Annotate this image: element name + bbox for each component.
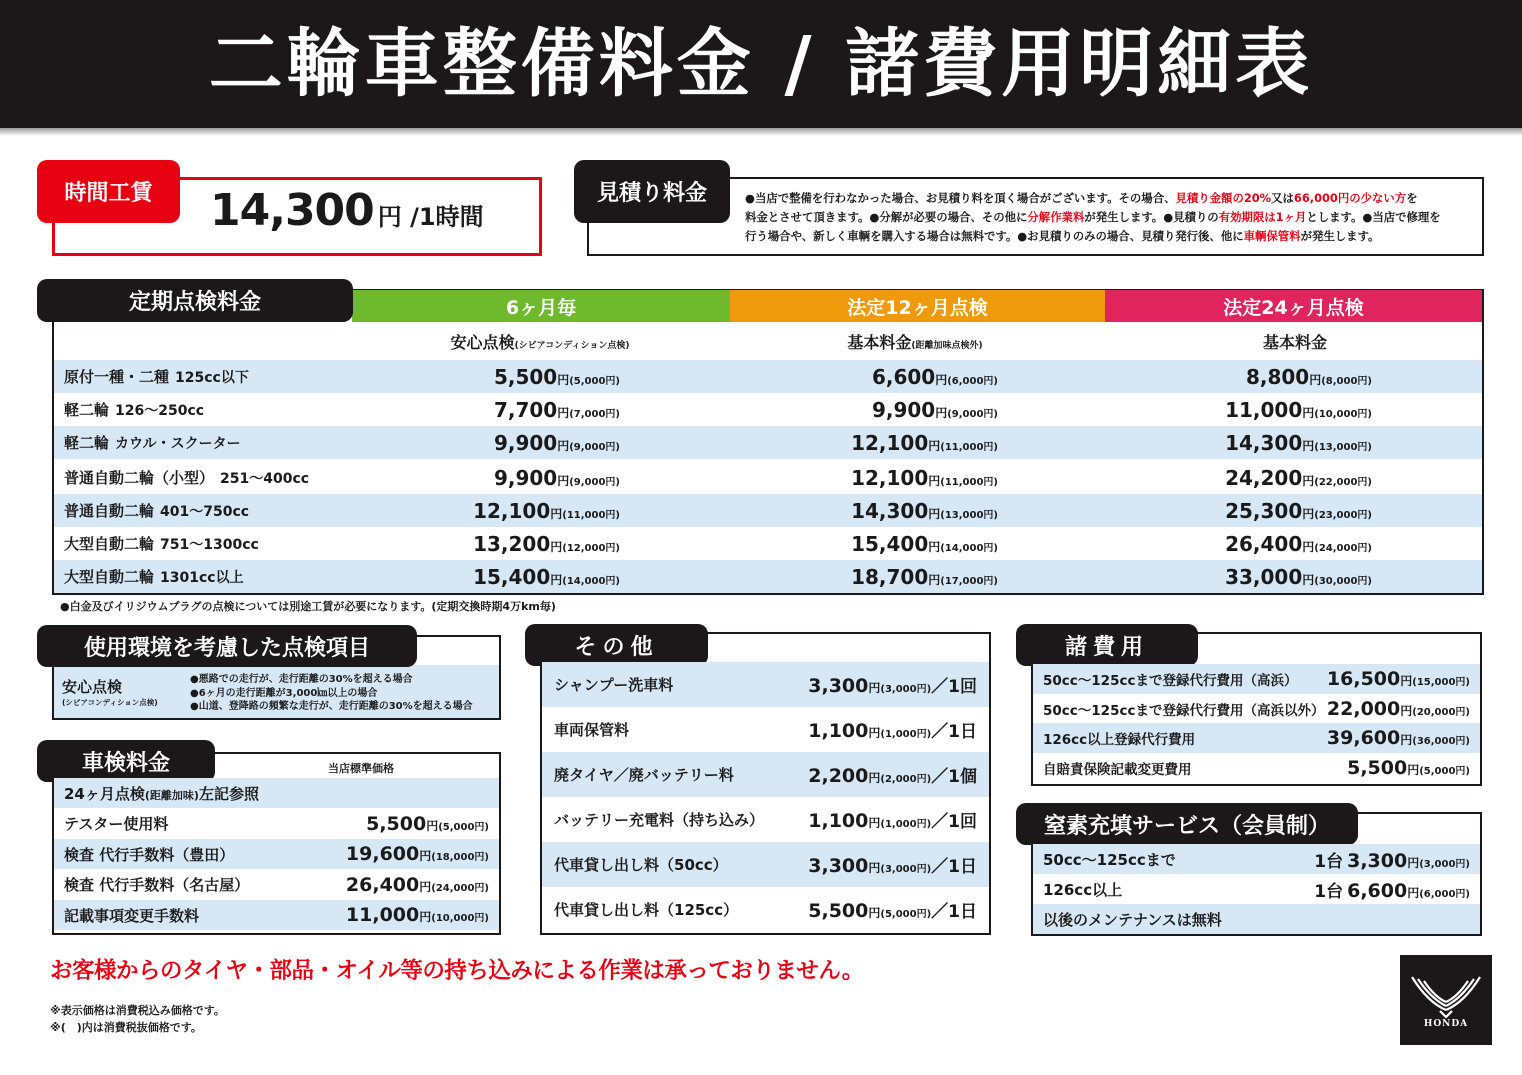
periodic-row (54, 494, 1482, 527)
yen-unit: 円 (935, 372, 948, 387)
price-value: 39,600 (1326, 727, 1401, 749)
fees-item: 自賠責保険記載変更費用 (1043, 761, 1192, 778)
other-row (542, 707, 989, 752)
price-per-unit: ／1日 (931, 857, 977, 877)
other-tab: その他 (525, 624, 708, 666)
price-ex-tax: (11,000円) (940, 476, 998, 488)
price-ex-tax: (2,000円) (880, 774, 932, 785)
fees-price (1347, 757, 1470, 779)
other-row (542, 842, 989, 887)
environment-tab: 使用環境を考慮した点検項目 (37, 625, 417, 667)
shaken-item (64, 874, 249, 895)
nitrogen-row (1033, 844, 1480, 874)
price-value: 9,900 (493, 430, 558, 455)
price-value: 12,100 (851, 430, 929, 455)
estimate-text-6: とします。●当店で修理を (1306, 210, 1441, 224)
other-row (542, 797, 989, 842)
shaken-row (54, 900, 499, 930)
yen-unit: 円 (868, 906, 881, 920)
estimate-text-3: を (1406, 191, 1418, 205)
environment-item-small: (シビアコンディション点検) (62, 698, 158, 707)
price-per-unit: ／1日 (931, 902, 977, 922)
price-ex-tax: (12,000円) (562, 542, 620, 554)
fees-price (1327, 668, 1470, 690)
price-ex-tax: (3,000円) (880, 864, 932, 875)
yen-unit: 円 (1302, 572, 1315, 587)
yen-unit: 円 (868, 726, 881, 740)
page-title: 二輪車整備料金 / 諸費用明細表 (208, 21, 1314, 107)
price-ex-tax: (9,000円) (569, 476, 620, 488)
yen-unit: 円 (550, 539, 563, 554)
price-cell (1225, 532, 1372, 556)
yen-unit: 円 (928, 572, 941, 587)
estimate-text-5: が発生します。●見積りの (1084, 210, 1219, 224)
row-name (64, 566, 244, 587)
header-shadow (0, 128, 1522, 136)
honda-logo (1400, 955, 1492, 1045)
price-value: 25,300 (1225, 498, 1303, 523)
periodic-row (54, 393, 1482, 426)
row-name (64, 366, 249, 387)
yen-unit: 円 (1400, 674, 1413, 688)
other-item: 代車貸し出し料（50cc） (554, 856, 728, 874)
carry-in-warning: お客様からのタイヤ・部品・オイル等の持ち込みによる作業は承っておりません。 (50, 958, 864, 984)
labor-tab: 時間工賃 (37, 160, 180, 223)
price-value: 24,200 (1225, 465, 1303, 490)
row-name (64, 500, 249, 521)
subhead-24month-main: 基本料金 (1262, 333, 1327, 352)
subhead-6month (380, 330, 700, 353)
other-price (808, 852, 977, 877)
plug-note: ●白金及びイリジウムプラグの点検については別途工賃が必要になります。(定期交換時期4万km毎) (60, 600, 556, 613)
yen-unit: 円 (928, 506, 941, 521)
price-ex-tax: (22,000円) (1314, 476, 1372, 488)
price-ex-tax: (17,000円) (940, 575, 998, 587)
price-ex-tax: (30,000円) (1314, 575, 1372, 587)
labor-price (210, 185, 484, 236)
price-cell (1225, 499, 1372, 523)
periodic-tab: 定期点検料金 (37, 279, 353, 322)
shaken-item (64, 783, 259, 804)
estimate-text-4: 料金とさせて頂きます。●分解が必要の場合、その他に (745, 210, 1028, 224)
shaken-item-name: 検査 代行手数料（豊田） (64, 845, 235, 864)
environment-conditions (190, 673, 473, 714)
price-ex-tax: (13,000円) (1314, 441, 1372, 453)
yen-unit: 円 (928, 438, 941, 453)
shaken-item (64, 905, 199, 926)
price-value: 22,000 (1326, 697, 1401, 720)
price-ex-tax: (6,000円) (947, 375, 998, 387)
other-item: 代車貸し出し料（125cc） (554, 901, 739, 919)
vehicle-cc: 125cc以下 (175, 370, 249, 386)
subhead-12month-small: (距離加味点検外) (911, 341, 983, 351)
labor-price-value: 14,300 (210, 185, 374, 236)
price-ex-tax: (24,000円) (431, 882, 489, 894)
yen-unit: 円 (1407, 855, 1420, 870)
yen-unit: 円 (1407, 762, 1420, 777)
shaken-row (54, 839, 499, 869)
other-row (542, 662, 989, 707)
fees-item: 126cc以上登録代行費用 (1043, 732, 1196, 748)
other-item: 廃タイヤ／廃バッテリー料 (554, 766, 734, 784)
shaken-item-tail: 左記参照 (198, 784, 259, 803)
price-cell (1225, 398, 1372, 422)
fees-tab: 諸費用 (1016, 624, 1198, 666)
nitrogen-item: 50cc〜125ccまで (1043, 850, 1176, 869)
environment-condition: ●6ヶ月の走行距離が3,000㎞以上の場合 (190, 687, 378, 699)
price-ex-tax: (5,000円) (569, 375, 620, 387)
price-value: 5,500 (493, 364, 558, 389)
price-value: 15,400 (473, 564, 551, 589)
price-ex-tax: (3,000円) (880, 684, 932, 695)
price-cell (473, 565, 620, 589)
shaken-item-name: 検査 代行手数料（名古屋） (64, 876, 250, 894)
price-ex-tax: (10,000円) (431, 913, 489, 924)
estimate-text-8: が発生します。 (1300, 229, 1380, 243)
shaken-row (54, 809, 499, 839)
price-ex-tax: (14,000円) (562, 575, 620, 587)
fees-price (1327, 698, 1470, 720)
price-cell (851, 466, 998, 490)
price-ex-tax: (13,000円) (940, 509, 998, 521)
price-ex-tax: (1,000円) (880, 729, 932, 740)
price-ex-tax: (5,000円) (438, 821, 489, 833)
footnote-tax-excluded: ※( )内は消費税抜価格です。 (50, 1021, 202, 1034)
nitrogen-item: 以後のメンテナンスは無料 (1043, 910, 1222, 929)
shaken-price (346, 874, 489, 896)
periodic-row (54, 360, 1482, 393)
other-price (808, 672, 977, 697)
yen-unit: 円 (557, 473, 570, 488)
yen-unit: 円 (928, 539, 941, 554)
price-ex-tax: (14,000円) (940, 542, 998, 554)
vehicle-class: 原付一種・二種 (64, 368, 170, 386)
environment-condition: ●山道、登降路の頻繁な走行が、走行距離の30%を超える場合 (190, 701, 473, 712)
per-vehicle: 1台 (1314, 881, 1344, 902)
other-item: 車両保管料 (554, 721, 630, 739)
labor-price-unit: 円 /1時間 (377, 203, 484, 231)
estimate-red-4: 有効期限は1ヶ月 (1218, 210, 1307, 224)
yen-unit: 円 (557, 372, 570, 387)
yen-unit: 円 (550, 506, 563, 521)
price-ex-tax: (15,000円) (1412, 677, 1470, 688)
price-ex-tax: (8,000円) (1321, 375, 1372, 387)
price-per-unit: ／1回 (931, 812, 977, 832)
fees-item: 50cc〜125ccまで登録代行費用（高浜以外） (1043, 702, 1325, 719)
price-value: 12,100 (851, 465, 929, 490)
price-cell (851, 532, 998, 556)
price-cell (1225, 466, 1372, 490)
subhead-6month-small: (シビアコンディション点検) (514, 341, 630, 351)
yen-unit: 円 (419, 879, 432, 894)
shaken-tab: 車検料金 (37, 740, 215, 782)
price-ex-tax: (11,000円) (940, 441, 998, 453)
environment-item: 安心点検 (62, 678, 123, 696)
row-name (64, 432, 241, 453)
row-name (64, 533, 259, 554)
subhead-6month-main: 安心点検 (450, 333, 515, 352)
estimate-tab: 見積り料金 (574, 160, 730, 223)
header-title-wrap (0, 0, 1522, 128)
row-name (64, 399, 204, 420)
price-value: 1,100 (808, 810, 869, 832)
price-value: 3,300 (808, 855, 869, 877)
yen-unit: 円 (1309, 372, 1322, 387)
fees-row (1033, 723, 1480, 753)
periodic-row (54, 426, 1482, 459)
price-cell (473, 499, 620, 523)
estimate-text-1: ●当店で整備を行わなかった場合、お見積り料を頂く場合がございます。その場合、 (745, 191, 1176, 205)
price-cell (851, 431, 998, 455)
yen-unit: 円 (426, 818, 439, 833)
nitrogen-item: 126cc以上 (1043, 880, 1123, 899)
fees-row (1033, 694, 1480, 724)
price-cell (494, 365, 620, 389)
estimate-red-3: 分解作業料 (1027, 210, 1085, 224)
price-ex-tax: (20,000円) (1412, 706, 1470, 718)
yen-unit: 円 (868, 861, 881, 875)
vehicle-class: 軽二輪 (64, 401, 110, 419)
yen-unit: 円 (419, 910, 432, 924)
nitrogen-row (1033, 904, 1480, 934)
price-ex-tax: (11,000円) (562, 509, 620, 521)
price-cell (1246, 365, 1372, 389)
yen-unit: 円 (1407, 885, 1420, 900)
shaken-subhead: 当店標準価格 (328, 762, 394, 775)
vehicle-cc: 1301cc以上 (160, 570, 244, 586)
price-value: 3,300 (1347, 849, 1408, 872)
price-cell (851, 499, 998, 523)
other-item: バッテリー充電料（持ち込み） (554, 811, 765, 829)
fees-row (1033, 664, 1480, 694)
vehicle-cc: カウル・スクーター (115, 436, 241, 452)
price-value: 19,600 (345, 843, 420, 865)
price-cell (872, 398, 998, 422)
nitrogen-price (1314, 847, 1470, 872)
price-value: 9,900 (871, 397, 936, 422)
price-ex-tax: (5,000円) (880, 909, 932, 920)
price-per-unit: ／1日 (931, 722, 977, 742)
other-price (808, 807, 977, 832)
price-value: 5,500 (366, 812, 427, 835)
price-value: 2,200 (808, 765, 869, 787)
vehicle-class: 大型自動二輪 (64, 568, 155, 586)
yen-unit: 円 (928, 473, 941, 488)
shaken-price (366, 813, 489, 835)
other-price (808, 762, 977, 787)
periodic-row (54, 461, 1482, 494)
price-cell (494, 466, 620, 490)
yen-unit: 円 (1400, 733, 1413, 747)
price-value: 14,300 (851, 498, 929, 523)
vehicle-cc: 401〜750cc (160, 504, 250, 520)
shaken-item (64, 813, 168, 834)
fees-item: 50cc〜125ccまで登録代行費用（高浜） (1043, 673, 1298, 689)
estimate-text-2: 又は (1271, 191, 1294, 205)
shaken-item-small: (距離加味) (144, 788, 199, 802)
price-value: 26,400 (1225, 531, 1303, 556)
yen-unit: 円 (1302, 473, 1315, 488)
fees-price (1327, 727, 1470, 749)
estimate-text (745, 189, 1470, 246)
nitrogen-tab: 窒素充填サービス（会員制） (1016, 803, 1358, 845)
price-value: 5,500 (808, 900, 869, 922)
estimate-red-2: 66,000円の少ない方 (1293, 191, 1407, 205)
price-cell (473, 532, 620, 556)
price-value: 16,500 (1326, 668, 1401, 690)
price-cell (1225, 565, 1372, 589)
price-value: 13,200 (473, 531, 551, 556)
honda-wing-icon (1400, 955, 1492, 1045)
price-ex-tax: (23,000円) (1314, 509, 1372, 521)
vehicle-class: 大型自動二輪 (64, 535, 155, 553)
price-value: 3,300 (808, 675, 869, 697)
column-6month: 6ヶ月毎 (352, 290, 730, 322)
price-per-unit: ／1個 (931, 767, 977, 787)
other-price (808, 717, 977, 742)
other-row (542, 752, 989, 797)
price-value: 15,400 (851, 531, 929, 556)
shaken-row (54, 870, 499, 900)
price-value: 11,000 (1225, 397, 1303, 422)
nitrogen-row (1033, 874, 1480, 904)
shaken-row (54, 778, 499, 808)
shaken-item-name: 記載事項変更手数料 (64, 906, 200, 925)
price-ex-tax: (1,000円) (880, 819, 932, 830)
yen-unit: 円 (868, 681, 881, 695)
price-ex-tax: (9,000円) (947, 408, 998, 420)
vehicle-class: 普通自動二輪（小型） (64, 469, 215, 487)
yen-unit: 円 (868, 771, 881, 785)
column-24month: 法定24ヶ月点検 (1105, 290, 1482, 322)
price-ex-tax: (24,000円) (1314, 542, 1372, 554)
periodic-row (54, 560, 1482, 593)
vehicle-cc: 751〜1300cc (160, 537, 259, 553)
shaken-price (346, 843, 489, 865)
vehicle-class: 普通自動二輪 (64, 502, 155, 520)
price-value: 6,600 (1347, 879, 1408, 902)
other-item: シャンプー洗車料 (554, 676, 674, 694)
shaken-item-name: 24ヶ月点検 (64, 784, 145, 803)
yen-unit: 円 (868, 816, 881, 830)
price-value: 18,700 (851, 564, 929, 589)
yen-unit: 円 (1400, 703, 1413, 718)
price-cell (872, 365, 998, 389)
price-cell (494, 431, 620, 455)
vehicle-class: 軽二輪 (64, 434, 110, 452)
shaken-price (346, 904, 489, 926)
price-cell (494, 398, 620, 422)
honda-logo-text: HONDA (1423, 1019, 1469, 1029)
price-value: 5,500 (1347, 756, 1408, 779)
per-vehicle: 1台 (1314, 851, 1344, 872)
price-value: 14,300 (1225, 430, 1303, 455)
price-ex-tax: (9,000円) (569, 441, 620, 453)
footnote-tax-included: ※表示価格は消費税込み価格です。 (50, 1004, 225, 1017)
column-12month: 法定12ヶ月点検 (730, 290, 1105, 322)
price-ex-tax: (6,000円) (1419, 888, 1470, 900)
row-name (64, 467, 309, 488)
price-value: 7,700 (493, 397, 558, 422)
price-ex-tax: (18,000円) (431, 852, 489, 863)
yen-unit: 円 (1302, 539, 1315, 554)
yen-unit: 円 (557, 405, 570, 420)
price-value: 6,600 (871, 364, 936, 389)
yen-unit: 円 (1302, 405, 1315, 420)
price-cell (851, 565, 998, 589)
subhead-24month (1135, 330, 1455, 353)
price-ex-tax: (10,000円) (1314, 408, 1372, 420)
nitrogen-price (1314, 877, 1470, 902)
price-ex-tax: (7,000円) (569, 408, 620, 420)
price-ex-tax: (5,000円) (1419, 765, 1470, 777)
yen-unit: 円 (1302, 506, 1315, 521)
other-row (542, 887, 989, 932)
vehicle-cc: 251〜400cc (220, 471, 310, 487)
subhead-12month-main: 基本料金 (847, 333, 912, 352)
shaken-item (64, 844, 234, 865)
price-value: 12,100 (473, 498, 551, 523)
vehicle-cc: 126〜250cc (115, 403, 205, 419)
yen-unit: 円 (557, 438, 570, 453)
price-cell (1225, 431, 1372, 455)
subhead-12month (755, 330, 1075, 353)
yen-unit: 円 (550, 572, 563, 587)
estimate-red-1: 見積り金額の20% (1175, 191, 1272, 205)
fees-row (1033, 753, 1480, 783)
price-value: 11,000 (345, 904, 420, 926)
yen-unit: 円 (1302, 438, 1315, 453)
estimate-red-5: 車輌保管料 (1243, 229, 1301, 243)
yen-unit: 円 (935, 405, 948, 420)
price-value: 8,800 (1245, 364, 1310, 389)
environment-condition: ●悪路での走行が、走行距離の30%を超える場合 (190, 674, 413, 685)
estimate-text-7: 行う場合や、新しく車輌を購入する場合は無料です。●お見積りのみの場合、見積り発行後、他に (745, 229, 1244, 243)
yen-unit: 円 (419, 849, 432, 863)
other-price (808, 897, 977, 922)
price-ex-tax: (3,000円) (1419, 858, 1470, 870)
price-value: 33,000 (1225, 564, 1303, 589)
price-ex-tax: (36,000円) (1412, 736, 1470, 747)
price-value: 9,900 (493, 465, 558, 490)
shaken-item-name: テスター使用料 (64, 815, 169, 833)
periodic-row (54, 527, 1482, 560)
price-per-unit: ／1回 (931, 677, 977, 697)
price-value: 1,100 (808, 720, 869, 742)
price-value: 26,400 (345, 873, 420, 896)
